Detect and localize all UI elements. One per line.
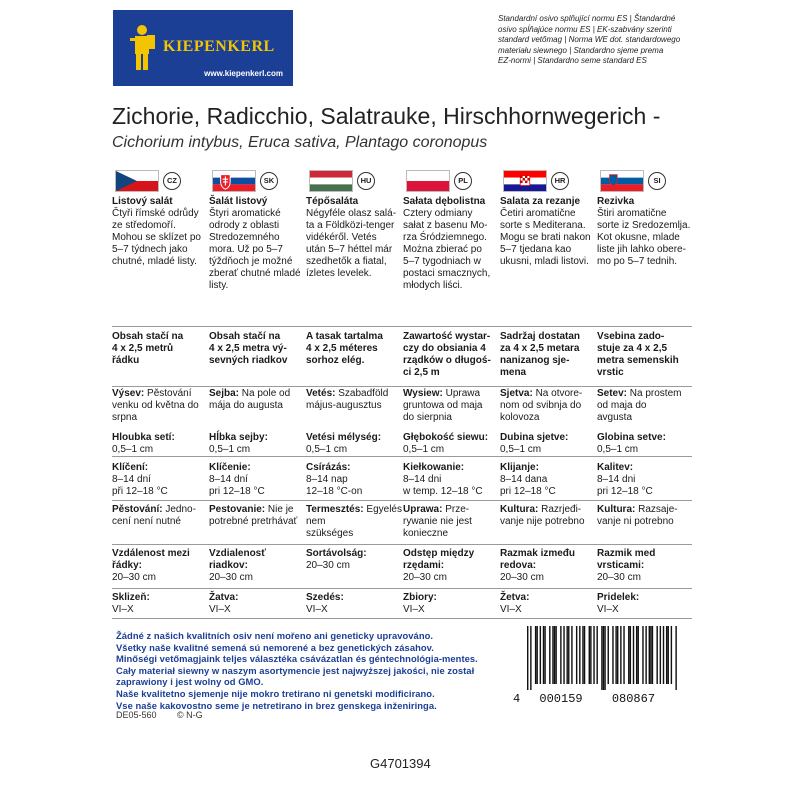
column-hu [306, 196, 402, 615]
description-line: Četiri aromatične [500, 208, 576, 219]
description-line: Można zbierać po [403, 244, 482, 255]
lettuce-name [209, 196, 305, 208]
sowing-label: Sjetva: [500, 388, 533, 399]
brand-name: KIEPENKERL [163, 38, 275, 55]
country-flags [115, 170, 695, 192]
slovenian-flag-icon [600, 170, 644, 192]
description-line: sorte s Mediterana. [500, 220, 586, 231]
non-gmo-line: Vse naše kakovostno seme je netretirano in brez genskega inženiringa. [116, 699, 437, 711]
sowing-line: gruntowa od maja [403, 400, 483, 411]
germination-line: pri 12–18 °C [209, 486, 265, 497]
depth-label: Hloubka setí: [112, 432, 175, 443]
country-code-hr: HR [551, 172, 569, 190]
description-line: szedhetők a fiatal, [306, 256, 387, 267]
description-line: Négyféle olasz salá- [306, 208, 397, 219]
quantity-line: Zawartość wystar- [403, 331, 491, 342]
sowing-line: kolovoza [500, 412, 540, 423]
sowing-line: avgusta [597, 412, 633, 423]
description-line: Štyri aromatické [209, 208, 281, 219]
depth-label: Globina setve: [597, 432, 666, 443]
column-pl [403, 196, 495, 615]
quantity-line: Obsah stačí na [112, 331, 184, 342]
sowing-label: Wysiew: [403, 388, 443, 399]
germination-info [306, 462, 402, 498]
quantity-line: Sadržaj dostatan [500, 331, 581, 342]
quantity-line: ci 2,5 m [403, 367, 440, 378]
quantity-line: A tasak tartalma [306, 331, 383, 342]
non-gmo-line: Cały materiał siewny w naszym asortymencie jest najwyższej jakości, nie został [116, 664, 475, 676]
quantity-info [403, 331, 499, 379]
germination-line: 8–14 dní [209, 474, 248, 485]
spacing-label: rzędami: [403, 560, 445, 571]
description-line: sorte iz Sredozemlja. [597, 220, 691, 231]
lettuce-name-text: Rezivka [597, 196, 635, 207]
standards-line: standard vetőmag | Norma WE dot. standardowego [498, 35, 681, 45]
care-first-line [403, 504, 499, 516]
standards-line: EZ-normi | Standardno seme standard ES [498, 56, 647, 66]
lettuce-name [306, 196, 402, 208]
depth-info [597, 432, 693, 456]
spacing-label: Razmak između [500, 548, 576, 559]
description-line: chutné, mladé listy. [112, 256, 197, 267]
product-latin-name: Cichorium intybus, Eruca sativa, Plantago coronopus [112, 134, 488, 151]
description-line: sałat z basenu Mo- [403, 220, 488, 231]
sowing-info [112, 388, 208, 424]
depth-value: 0,5–1 cm [112, 444, 154, 455]
spacing-label: řádky: [112, 560, 143, 571]
product-title: Zichorie, Radicchio, Salatrauke, Hirschhornwegerich - [112, 103, 661, 129]
column-si [597, 196, 691, 615]
harvest-info [112, 592, 208, 616]
standards-line: materiału siewnego | Standardno sjeme prema [498, 45, 664, 55]
description [306, 208, 402, 280]
spacing-label: riadkov: [209, 560, 248, 571]
column-hr [500, 196, 592, 615]
country-code-si: SI [648, 172, 666, 190]
germination-label: Klíčení: [112, 462, 149, 473]
spacing-info [403, 548, 499, 584]
quantity-line: vrstic [597, 367, 624, 378]
article-code: G4701394 [370, 756, 431, 771]
sowing-line: Na prostem [629, 388, 682, 399]
quantity-info [306, 331, 402, 367]
spacing-label: Odstęp między [403, 548, 475, 559]
footer [116, 710, 221, 720]
description-line: 5–7 tygodniach w [403, 256, 481, 267]
description-line: zberať chutné mladé [209, 268, 301, 279]
germination-line: při 12–18 °C [112, 486, 168, 497]
description-line: mora. Už po 5–7 [209, 244, 283, 255]
sowing-first-line [306, 388, 402, 400]
sowing-line: do sierpnia [403, 412, 452, 423]
description-line: 5–7 tjedana kao [500, 244, 572, 255]
lettuce-name [403, 196, 499, 208]
care-line: konieczne [403, 528, 449, 539]
lettuce-name-text: Sałata dębolistna [403, 196, 486, 207]
harvest-value: VI–X [306, 604, 328, 615]
depth-label: Dubina sjetve: [500, 432, 569, 443]
spacing-value: 20–30 cm [403, 572, 447, 583]
description-line: után 5–7 héttel már [306, 244, 393, 255]
sowing-label: Výsev: [112, 388, 145, 399]
description-line: listy. [209, 280, 229, 291]
harvest-label: Žetva: [500, 592, 530, 603]
kiepenkerl-logo [113, 10, 293, 86]
czech-flag-icon [115, 170, 159, 192]
care-line: Prze- [445, 504, 470, 515]
product-code: DE05-560 [116, 710, 157, 720]
harvest-label: Zbiory: [403, 592, 437, 603]
quantity-line: sorhoz elég. [306, 355, 365, 366]
spacing-value: 20–30 cm [500, 572, 544, 583]
standards-note [498, 14, 681, 67]
germination-label: Klijanje: [500, 462, 539, 473]
depth-info [500, 432, 596, 456]
harvest-value: VI–X [403, 604, 425, 615]
spacing-label: Razmik med [597, 548, 656, 559]
care-line: Razrjeđi- [541, 504, 582, 515]
description-line: Stredozemného [209, 232, 280, 243]
germination-label: Kiełkowanie: [403, 462, 465, 473]
spacing-label: Vzdálenost mezi [112, 548, 190, 559]
brand-url: www.kiepenkerl.com [204, 69, 283, 78]
depth-info [209, 432, 305, 456]
sowing-first-line [112, 388, 208, 400]
spacing-label: Sortávolság: [306, 548, 367, 559]
slovak-flag-icon [212, 170, 256, 192]
harvest-value: VI–X [500, 604, 522, 615]
copyright: © N-G [177, 710, 203, 720]
country-code-sk: SK [260, 172, 278, 190]
spacing-info [209, 548, 305, 584]
depth-value: 0,5–1 cm [403, 444, 445, 455]
description-line: týždňoch je možné [209, 256, 293, 267]
quantity-line: rządków o długoś- [403, 355, 491, 366]
germination-label: Csírázás: [306, 462, 351, 473]
quantity-line: Vsebina zado- [597, 331, 665, 342]
harvest-value: VI–X [597, 604, 619, 615]
sowing-line: Uprawa [445, 388, 481, 399]
spacing-info [500, 548, 596, 584]
description-line: Mohou se sklízet po [112, 232, 201, 243]
harvest-info [500, 592, 596, 616]
care-label: Pěstování: [112, 504, 163, 515]
quantity-line: stuje za 4 x 2,5 [597, 343, 668, 354]
care-label: Uprawa: [403, 504, 443, 515]
care-line: Nie je [267, 504, 294, 515]
description-line: ukusni, mladi listovi. [500, 256, 589, 267]
germination-label: Kalitev: [597, 462, 634, 473]
care-label: Termesztés: [306, 504, 364, 515]
barcode-bars-icon [527, 626, 677, 690]
quantity-line: za 4 x 2,5 metara [500, 343, 580, 354]
germination-line: 12–18 °C-on [306, 486, 363, 497]
care-first-line [209, 504, 305, 516]
non-gmo-line: Naše kvalitetno sjemenje nije mokro tretirano ni genetski modificirano. [116, 687, 435, 699]
care-line: potrebné pretrhávať [209, 516, 298, 527]
germination-line: 8–14 dní [112, 474, 151, 485]
care-line: Egyelés nem [306, 504, 402, 527]
harvest-label: Szedés: [306, 592, 344, 603]
polish-flag-icon [406, 170, 450, 192]
sowing-info [403, 388, 499, 424]
sowing-first-line [500, 388, 596, 400]
care-line: rywanie nie jest [403, 516, 472, 527]
description-line: liste jih lahko obere- [597, 244, 686, 255]
description [500, 208, 596, 268]
spacing-info [597, 548, 693, 584]
barcode-left-group: 000159 [539, 692, 583, 706]
ean-barcode [513, 622, 678, 712]
care-info [112, 504, 208, 528]
care-info [500, 504, 596, 528]
lettuce-name [500, 196, 596, 208]
non-gmo-line: zaprawiony i jest wolny od GMO. [116, 676, 264, 688]
depth-value: 0,5–1 cm [500, 444, 542, 455]
care-info [306, 504, 402, 540]
care-info [209, 504, 305, 528]
description-line: ta a Földközi-tenger [306, 220, 395, 231]
country-code-cz: CZ [163, 172, 181, 190]
sowing-first-line [403, 388, 499, 400]
description-line: ze středomoří. [112, 220, 176, 231]
quantity-line: sevných riadkov [209, 355, 288, 366]
care-first-line [306, 504, 402, 528]
germination-info [209, 462, 305, 498]
harvest-info [209, 592, 305, 616]
germination-line: pri 12–18 °C [597, 486, 653, 497]
quantity-line: Obsah stačí na [209, 331, 281, 342]
quantity-info [500, 331, 596, 379]
quantity-info [112, 331, 208, 367]
section-divider [112, 618, 692, 619]
harvest-info [597, 592, 693, 616]
germination-line: w temp. 12–18 °C [403, 486, 483, 497]
description-line: Kot okusne, mlade [597, 232, 680, 243]
spacing-label: vrsticami: [597, 560, 645, 571]
sowing-label: Vetés: [306, 388, 336, 399]
depth-info [306, 432, 402, 456]
lettuce-name-text: Salata za rezanje [500, 196, 581, 207]
care-line: cení není nutné [112, 516, 181, 527]
care-label: Kultura: [597, 504, 636, 515]
germination-line: 8–14 dni [597, 474, 636, 485]
sowing-info [306, 388, 402, 412]
description-line: ízletes levelek. [306, 268, 372, 279]
harvest-info [403, 592, 499, 616]
description-line: postaci smacznych, [403, 268, 491, 279]
sowing-line: srpna [112, 412, 138, 423]
quantity-info [209, 331, 305, 367]
description-line: vidékéről. Vetés [306, 232, 377, 243]
harvest-info [306, 592, 402, 616]
harvest-label: Žatva: [209, 592, 239, 603]
quantity-line: 4 x 2,5 méteres [306, 343, 378, 354]
description [209, 208, 305, 292]
description-line: Čtyři římské odrůdy [112, 208, 199, 219]
lettuce-name [112, 196, 208, 208]
sowing-info [597, 388, 693, 424]
description-line: Štiri aromatične [597, 208, 667, 219]
spacing-value: 20–30 cm [597, 572, 641, 583]
harvest-value: VI–X [112, 604, 134, 615]
quantity-line: řádku [112, 355, 140, 366]
barcode-right-group: 080867 [611, 692, 656, 706]
care-line: vanje nije potrebno [500, 516, 585, 527]
description-line: młodych liści. [403, 280, 463, 291]
sowing-first-line [209, 388, 305, 400]
spacing-label: Vzdialenosť [209, 548, 267, 559]
non-gmo-line: Minőségi vetőmagjaink teljes választéka csávázatlan és géntechnológia-mentes. [116, 653, 478, 665]
sowing-line: Szabadföld [338, 388, 389, 399]
sowing-line: venku od května do [112, 400, 199, 411]
germination-line: 8–14 dana [500, 474, 548, 485]
kiepenkerl-figure-icon [127, 23, 157, 73]
sowing-line: od maja do [597, 400, 647, 411]
spacing-value: 20–30 cm [112, 572, 156, 583]
spacing-info [112, 548, 208, 584]
sowing-line: Pěstování [147, 388, 192, 399]
non-gmo-line: Žádné z našich kvalitních osiv není mořeno ani geneticky upravováno. [116, 630, 434, 641]
depth-info [112, 432, 208, 456]
description-line: odrody z oblasti [209, 220, 280, 231]
germination-line: 8–14 dni [403, 474, 442, 485]
germination-line: 8–14 nap [306, 474, 348, 485]
germination-info [597, 462, 693, 498]
care-first-line [500, 504, 596, 516]
hungarian-flag-icon [309, 170, 353, 192]
sowing-label: Sejba: [209, 388, 240, 399]
harvest-value: VI–X [209, 604, 231, 615]
country-code-pl: PL [454, 172, 472, 190]
care-info [597, 504, 693, 528]
lettuce-name-text: Tépősaláta [306, 196, 359, 207]
column-sk [209, 196, 301, 615]
depth-label: Głębokość siewu: [403, 432, 489, 443]
harvest-label: Sklizeň: [112, 592, 150, 603]
quantity-line: 4 x 2,5 metrů [112, 343, 174, 354]
depth-value: 0,5–1 cm [597, 444, 639, 455]
description-line: 5–7 týdnech jako [112, 244, 188, 255]
care-label: Kultura: [500, 504, 539, 515]
sowing-first-line [597, 388, 693, 400]
care-first-line [112, 504, 208, 516]
description-line: Cztery odmiany [403, 208, 473, 219]
quantity-line: metra semenskih [597, 355, 679, 366]
column-cz [112, 196, 204, 615]
description [597, 208, 693, 268]
description-line: rza Śródziemnego. [403, 232, 487, 243]
barcode-digits [513, 692, 678, 706]
lettuce-name-text: Listový salát [112, 196, 173, 207]
depth-value: 0,5–1 cm [306, 444, 348, 455]
sowing-line: Na otvore- [535, 388, 583, 399]
quantity-line: 4 x 2,5 metra vý- [209, 343, 287, 354]
germination-label: Klíčenie: [209, 462, 251, 473]
non-gmo-line: Všetky naše kvalitné semená sú nemorené a bez genetických zásahov. [116, 641, 434, 653]
care-line: Razsaje- [638, 504, 678, 515]
country-code-hu: HU [357, 172, 375, 190]
quantity-info [597, 331, 693, 379]
sowing-label: Setev: [597, 388, 628, 399]
spacing-value: 20–30 cm [306, 560, 350, 571]
standards-line: osivo spĺňajúce normu ES | EK-szabvány szerinti [498, 24, 672, 34]
care-info [403, 504, 499, 540]
sowing-info [500, 388, 596, 424]
sowing-line: május-augusztus [306, 400, 382, 411]
quantity-line: czy do obsiania 4 [403, 343, 486, 354]
quantity-line: mena [500, 367, 527, 378]
sowing-info [209, 388, 305, 412]
sowing-line: nom od svibnja do [500, 400, 582, 411]
depth-label: Hĺbka sejby: [209, 432, 268, 443]
care-line: szükséges [306, 528, 354, 539]
quantity-line: nanizanog sje- [500, 355, 570, 366]
description [403, 208, 499, 292]
depth-info [403, 432, 499, 456]
care-line: Jedno- [165, 504, 196, 515]
description-line: mo po 5–7 tednih. [597, 256, 678, 267]
depth-value: 0,5–1 cm [209, 444, 251, 455]
germination-line: pri 12–18 °C [500, 486, 556, 497]
standards-line: Standardní osivo splňující normu ES | Štandardné [498, 14, 676, 23]
description-line: Mogu se brati nakon [500, 232, 591, 243]
spacing-label: redova: [500, 560, 537, 571]
lettuce-name-text: Šalát listový [209, 196, 268, 207]
sowing-line: Na pole od [241, 388, 291, 399]
lettuce-name [597, 196, 693, 208]
barcode-first-digit: 4 [513, 692, 521, 706]
description [112, 208, 208, 268]
spacing-value: 20–30 cm [209, 572, 253, 583]
spacing-info [306, 548, 402, 572]
sowing-line: mája do augusta [209, 400, 283, 411]
care-first-line [597, 504, 693, 516]
care-label: Pestovanie: [209, 504, 266, 515]
language-columns [112, 196, 692, 615]
depth-label: Vetési mélység: [306, 432, 382, 443]
non-gmo-statement [116, 630, 496, 711]
care-line: vanje ni potrebno [597, 516, 674, 527]
germination-info [112, 462, 208, 498]
germination-info [403, 462, 499, 498]
harvest-label: Pridelek: [597, 592, 640, 603]
croatian-flag-icon [503, 170, 547, 192]
germination-info [500, 462, 596, 498]
